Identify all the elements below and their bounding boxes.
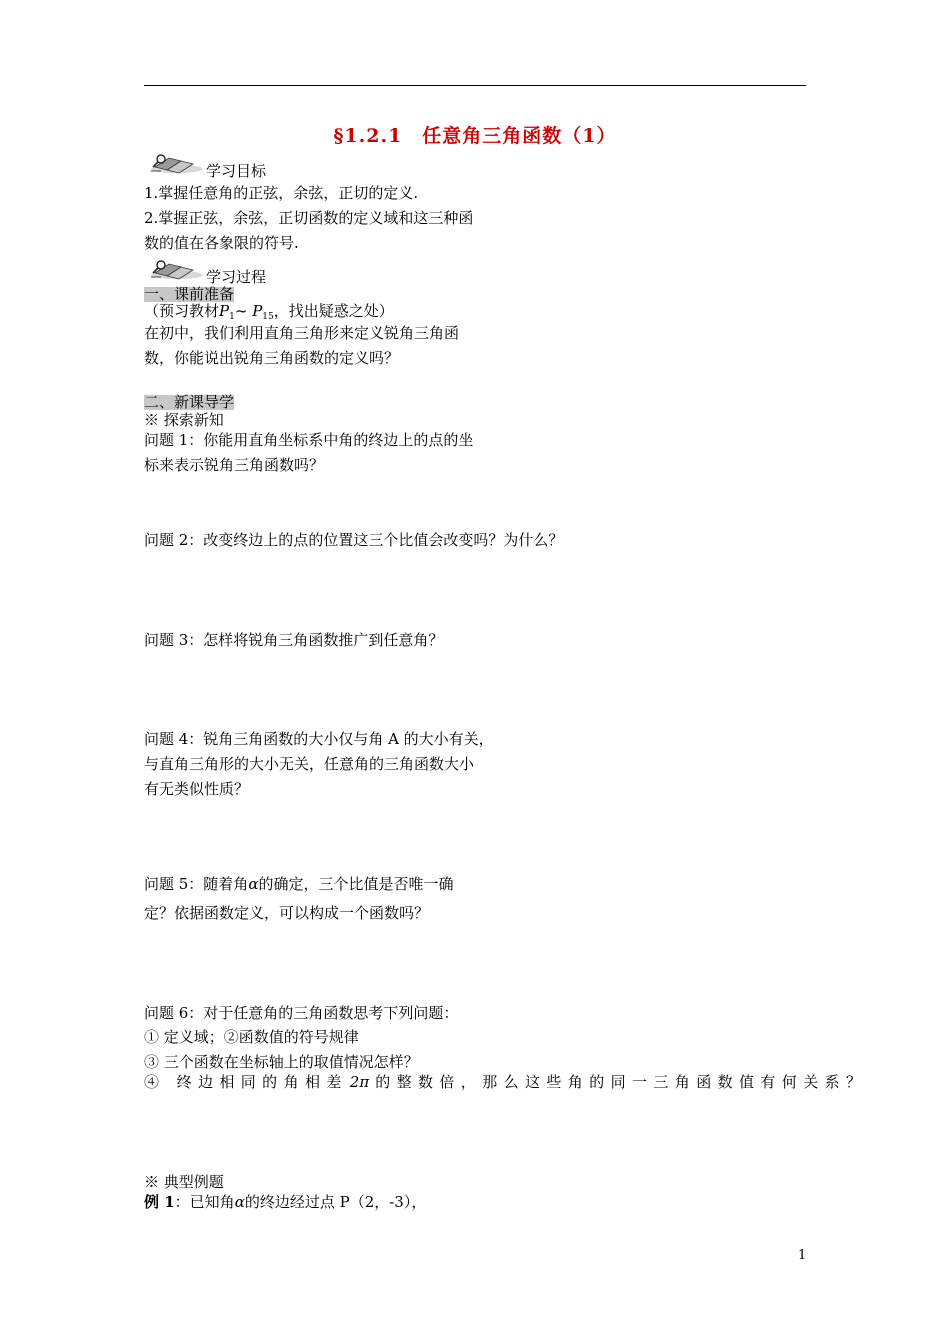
alpha-symbol: α bbox=[234, 1193, 245, 1211]
goals-heading: 学习目标 bbox=[206, 162, 267, 180]
book-magnifier-icon bbox=[147, 152, 207, 176]
part1-heading: 一、课前准备 bbox=[144, 285, 235, 303]
question-6-item-4 bbox=[144, 1075, 867, 1090]
explore-heading: ※ 探索新知 bbox=[144, 411, 224, 429]
alpha-symbol: α bbox=[248, 875, 259, 893]
question-3: 问题 3：怎样将锐角三角函数推广到任意角？ bbox=[144, 631, 444, 649]
question-4-line-3: 有无类似性质？ bbox=[144, 780, 250, 798]
example-1 bbox=[144, 1195, 426, 1210]
preview-sub1: 1 bbox=[229, 312, 235, 322]
q5-pre: 问题 5：随着角 bbox=[144, 875, 249, 893]
two-pi-symbol: 2π bbox=[349, 1073, 370, 1091]
question-5-line-2: 定？依据函数定义，可以构成一个函数吗？ bbox=[144, 904, 430, 922]
question-5-line-1 bbox=[144, 877, 453, 892]
question-6-item-1: ① 定义域；②函数值的符号规律 bbox=[144, 1028, 359, 1046]
examples-heading: ※ 典型例题 bbox=[144, 1173, 224, 1191]
preview-note bbox=[144, 304, 394, 322]
preview-tilde: ~ bbox=[234, 302, 248, 320]
question-2: 问题 2：改变终边上的点的位置这三个比值会改变吗？为什么？ bbox=[144, 531, 564, 549]
question-6: 问题 6：对于任意角的三角函数思考下列问题： bbox=[144, 1004, 459, 1022]
process-heading: 学习过程 bbox=[206, 268, 267, 286]
example-1-pre: ：已知角 bbox=[174, 1193, 235, 1211]
example-1-post: 的终边经过点 P（2，-3）， bbox=[244, 1193, 427, 1211]
book-magnifier-icon bbox=[147, 258, 207, 282]
question-4-line-1: 问题 4：锐角三角函数的大小仅与角 A 的大小有关， bbox=[144, 730, 494, 748]
goal-item-1: 1.掌握任意角的正弦，余弦，正切的定义. bbox=[144, 184, 419, 202]
part1-line-1: 在初中，我们利用直角三角形来定义锐角三角函 bbox=[144, 324, 460, 342]
header-rule bbox=[144, 85, 806, 86]
preview-suffix: ，找出疑惑之处） bbox=[273, 302, 394, 320]
preview-prefix: （预习教材 bbox=[144, 302, 220, 320]
preview-p1: P bbox=[219, 302, 230, 320]
preview-p2: P bbox=[252, 302, 263, 320]
example-1-label: 例 1 bbox=[144, 1193, 175, 1211]
question-6-item-3: ③ 三个函数在坐标轴上的取值情况怎样？ bbox=[144, 1053, 419, 1071]
question-1-line-1: 问题 1：你能用直角坐标系中角的终边上的点的坐 bbox=[144, 431, 474, 449]
q5-post: 的确定，三个比值是否唯一确 bbox=[258, 875, 454, 893]
page-number: 1 bbox=[798, 1248, 807, 1263]
part2-heading: 二、新课导学 bbox=[144, 393, 235, 411]
preview-sub2: 15 bbox=[262, 312, 274, 322]
q6-4-post: 的整数倍，那么这些角的同一三角函数值有何关系？ bbox=[375, 1073, 868, 1091]
goal-item-2-cont: 数的值在各象限的符号. bbox=[144, 234, 299, 252]
question-4-line-2: 与直角三角形的大小无关，任意角的三角函数大小 bbox=[144, 755, 475, 773]
page-title: §1.2.1 任意角三角函数（1） bbox=[333, 125, 617, 147]
q6-4-pre: ④ 终边相同的角相差 bbox=[144, 1073, 348, 1091]
question-1-line-2: 标来表示锐角三角函数吗？ bbox=[144, 456, 325, 474]
part1-line-2: 数，你能说出锐角三角函数的定义吗？ bbox=[144, 349, 400, 367]
goal-item-2: 2.掌握正弦，余弦，正切函数的定义域和这三种函 bbox=[144, 209, 474, 227]
